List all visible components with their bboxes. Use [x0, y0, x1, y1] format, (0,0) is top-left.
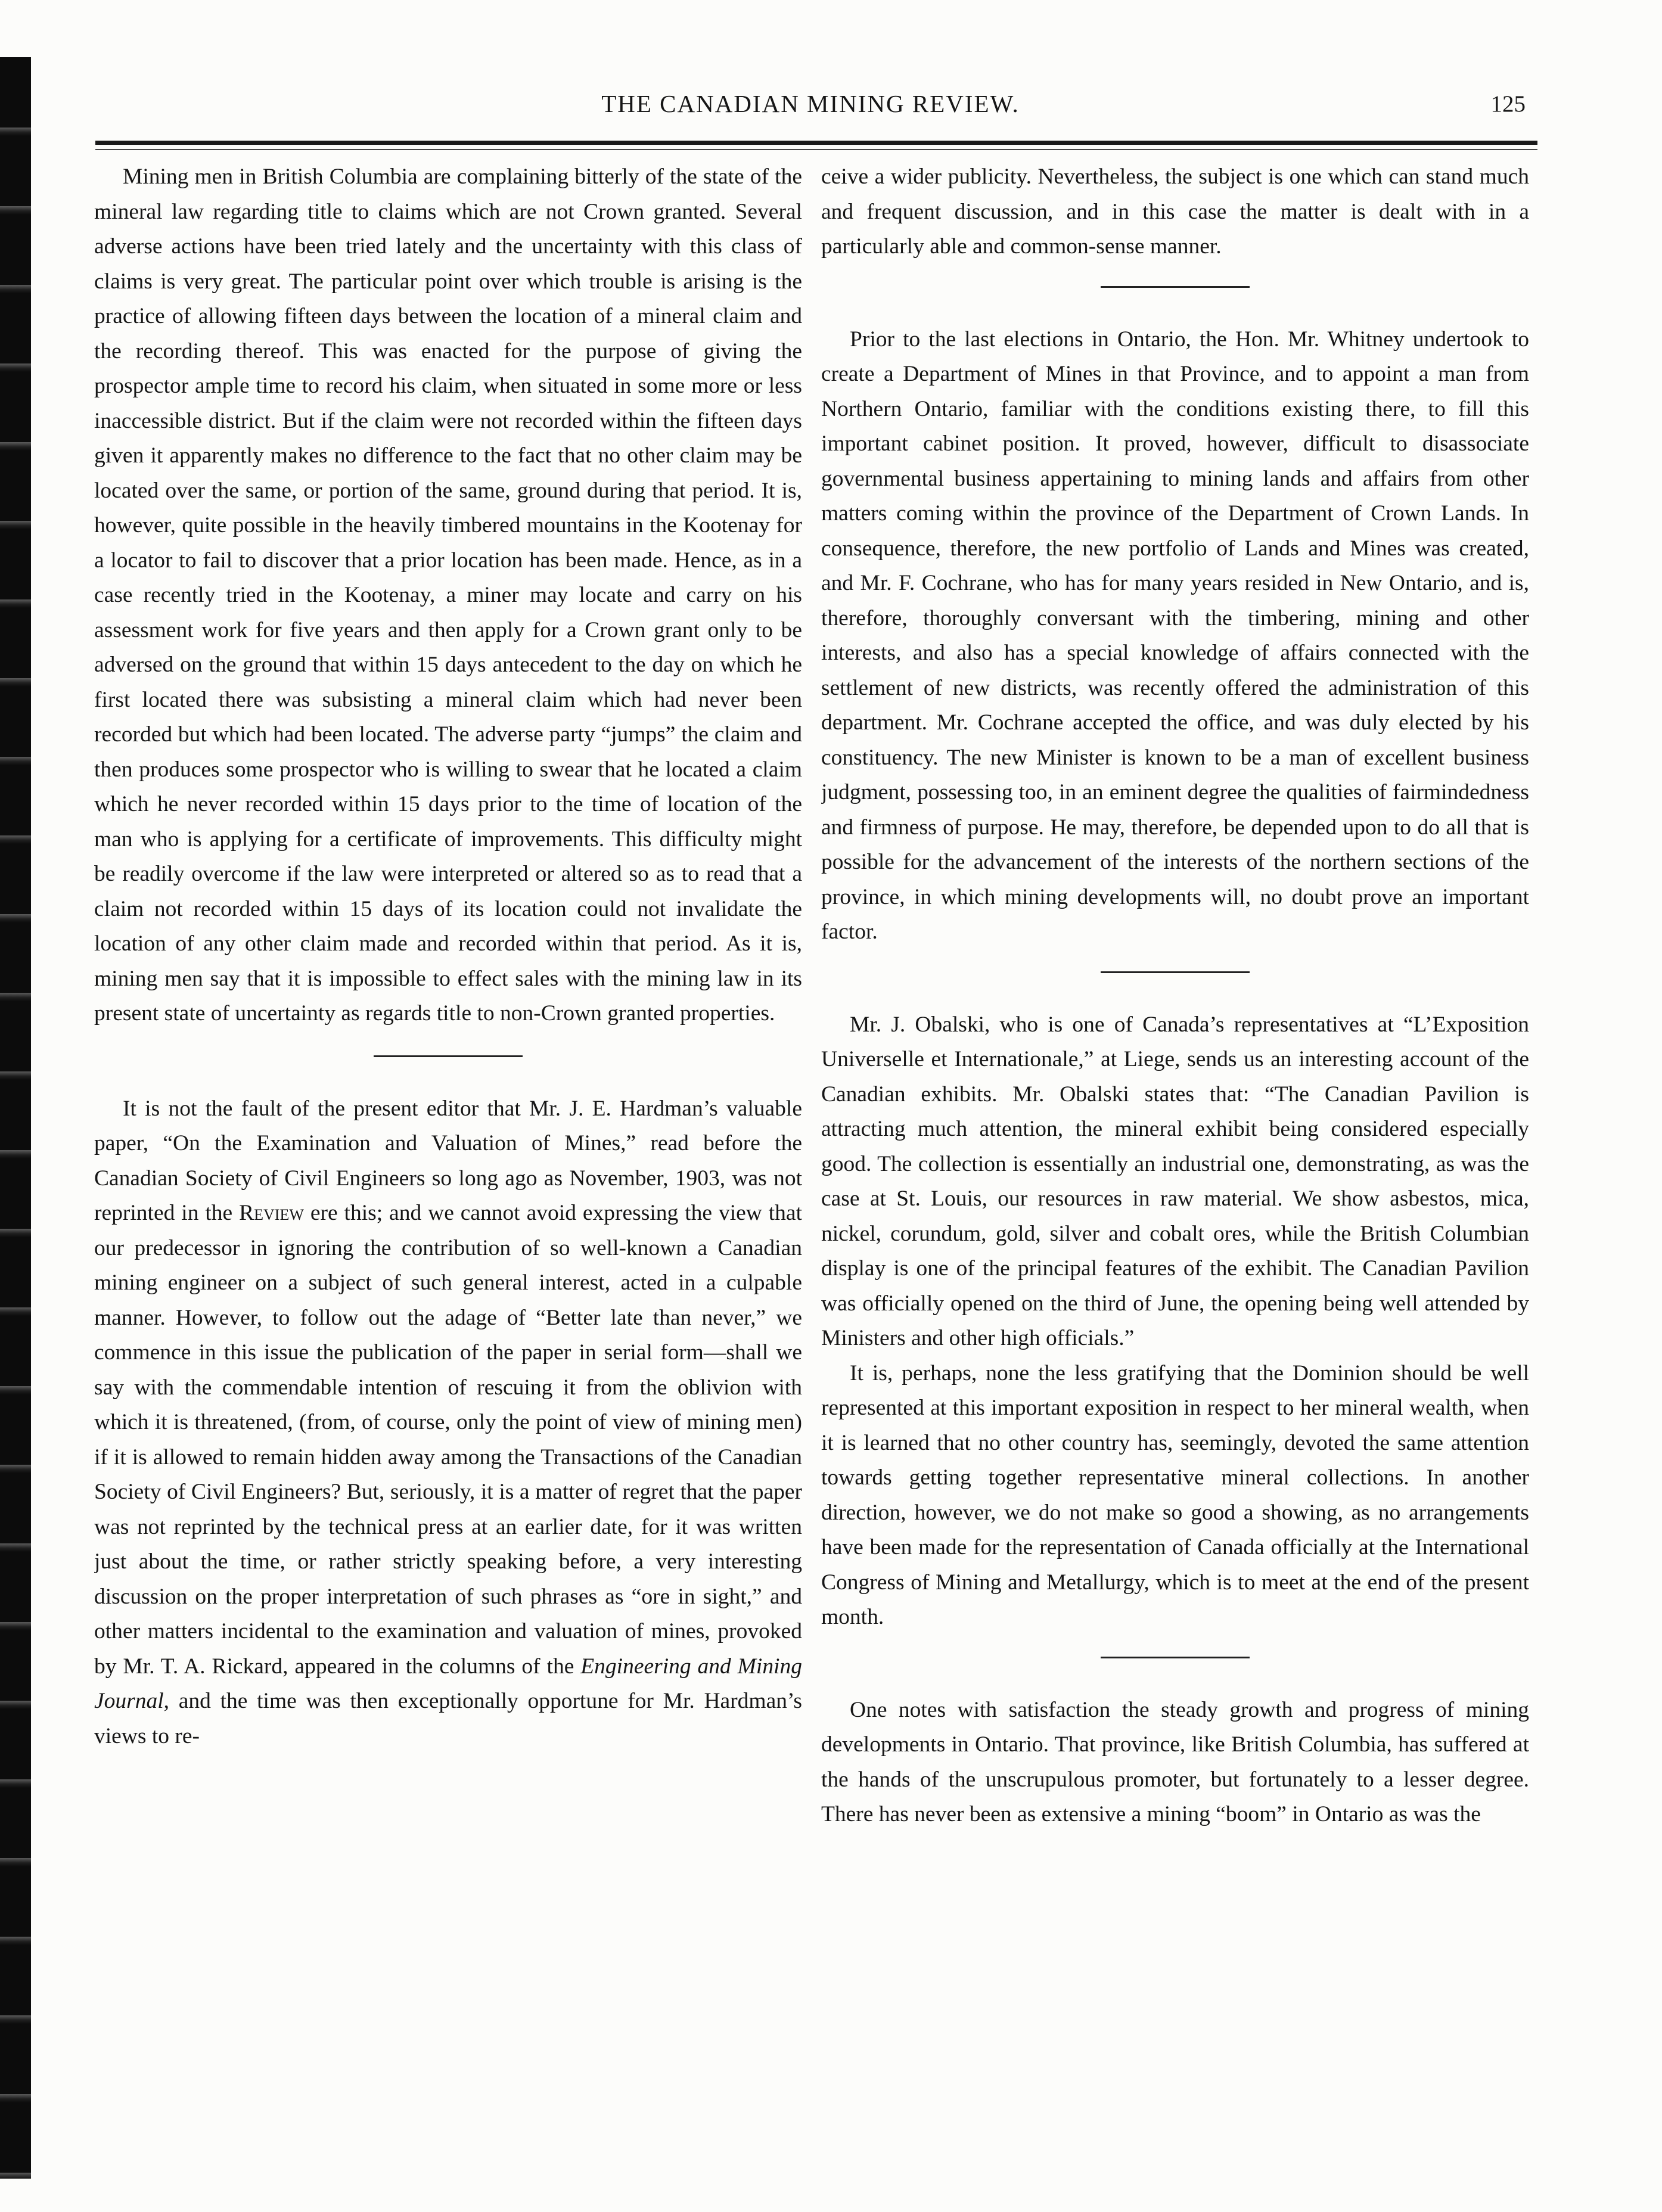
text-run: It is not the fault of the present editor that Mr. J. E. Hardman’s valuable paper, “On the Examination and Valuation of Mines,” read before the Canadian Society of Civil Engineers so long ago as November, 1903, was not reprinted in the [94, 1096, 802, 1225]
paragraph-ontario-mines-department: Prior to the last elections in Ontario, the Hon. Mr. Whitney undertook to create a Department of Mines in that Province, and to appoint a man from Northern Ontario, familiar with the conditions existing there, to fill this important cabinet position. It proved, however, difficult to disassociate governmental business appertaining to mining lands and affairs from other matters coming within the province of the Department of Crown Lands. In consequence, therefore, the new portfolio of Lands and Mines was created, and Mr. F. Cochrane, who has for many years resided in New Ontario, and is, therefore, thoroughly conversant with the timbering, mining and other interests, and also has a special knowledge of affairs connected with the settlement of new districts, was recently offered the administration of this department. Mr. Cochrane accepted the office, and was duly elected by his constituency. The new Minister is known to be a man of excellent business judgment, possessing too, in an eminent degree the qualities of fairmindedness and firmness of purpose. He may, therefore, be depended upon to do all that is possible for the advancement of the interests of the northern sections of the province, in which mining developments will, no doubt prove an important factor. [821, 327, 1529, 944]
page-header [95, 89, 1526, 137]
section-divider [374, 1055, 523, 1057]
header-rule-thin [95, 149, 1537, 150]
right-column [821, 160, 1529, 2186]
paragraph-hardman-paper [94, 1092, 802, 1754]
section-divider [1101, 1657, 1250, 1658]
paragraph-liege-exposition: Mr. J. Obalski, who is one of Canada’s representatives at “L’Exposition Universelle et Internationale,” at Liege, sends us an interesting account of the Canadian exhibits. Mr. Obalski states that: “The Canadian Pavilion is attracting much attention, the mineral exhibit being considered especially good. The collection is essentially an industrial one, demonstrating, as was the case at St. Louis, our resources in raw material. We show asbestos, mica, nickel, corundum, gold, silver and cobalt ores, while the British Columbian display is one of the principal features of the exhibit. The Canadian Pavilion was officially opened on the third of June, the opening being well attended by Ministers and other high officials.” [821, 1012, 1529, 1350]
review-smallcaps: Review [239, 1201, 304, 1225]
page-binding-edge [0, 57, 31, 2179]
section-divider [1101, 286, 1250, 288]
paragraph-continuation: ceive a wider publicity. Nevertheless, the subject is one which can stand much and frequent discussion, and in this case the matter is dealt with in a particularly able and common-sense manner. [821, 164, 1529, 259]
journal-title: Engineering and Mining Journal [94, 1654, 802, 1713]
text-run: ere this; and we cannot avoid expressing the view that our predecessor in ignoring the contribution of so well-known a Canadian mining engineer on a subject of such general interest, acted in a culpable manner. However, to follow out the adage of “Better late than never,” we commence in this issue the publication of the paper in serial form—shall we say with the commendable intention of rescuing it from the oblivion with which it is threatened, (from, of course, only the point of view of mining men) if it is allowed to remain hidden away among the Transactions of the Canadian Society of Civil Engineers? But, seriously, it is a matter of regret that the paper was not reprinted by the technical press at an earlier date, for it was written just about the time, or rather strictly speaking before, a very interesting discussion on the proper interpretation of such phrases as “ore in sight,” and other matters incidental to the examination and valuation of mines, provoked by Mr. T. A. Rickard, appeared in the columns of the [94, 1201, 802, 1679]
section-divider [1101, 971, 1250, 973]
header-rule [95, 141, 1537, 145]
left-column [94, 160, 802, 2186]
paragraph-ontario-growth: One notes with satisfaction the steady growth and progress of mining developments in Ontario. That province, like British Columbia, has suffered at the hands of the unscrupulous promoter, but fortunately to a lesser degree. There has never been as extensive a mining “boom” in Ontario as was the [821, 1697, 1529, 1826]
running-title: THE CANADIAN MINING REVIEW. [601, 90, 1020, 117]
page-number: 125 [1490, 91, 1526, 117]
paragraph-dominion-representation: It is, perhaps, none the less gratifying that the Dominion should be well represented at this important exposition in respect to her mineral wealth, when it is learned that no other country has, seemingly, devoted the same attention towards getting together representative mineral collections. In another direction, however, we do not make so good a showing, as no arrangements have been made for the representation of Canada officially at the International Congress of Mining and Metallurgy, which is to meet at the end of the present month. [821, 1360, 1529, 1629]
paragraph-mineral-law: Mining men in British Columbia are complaining bitterly of the state of the mineral law regarding title to claims which are not Crown granted. Several adverse actions have been tried lately and the uncertainty with this class of claims is very great. The particular point over which trouble is arising is the practice of allowing fifteen days between the location of a mineral claim and the recording thereof. This was enacted for the purpose of giving the prospector ample time to record his claim, when situated in some more or less inaccessible district. But if the claim were not recorded within the fifteen days given it apparently makes no difference to the fact that no other claim may be located over the same, or portion of the same, ground during that period. It is, however, quite possible in the heavily timbered mountains in the Kootenay for a locator to fail to discover that a prior location has been made. Hence, as in a case recently tried in the Kootenay, a miner may locate and carry on his assessment work for five years and then apply for a Crown grant only to be adversed on the ground that within 15 days antecedent to the day on which he first located there was subsisting a mineral claim which had never been recorded but which had been located. The adverse party “jumps” the claim and then produces some prospector who is willing to swear that he located a claim which he never recorded within 15 days prior to the time of location of the man who is applying for a certificate of improvements. This difficulty might be readily overcome if the law were interpreted or altered so as to read that a claim not recorded within 15 days of its location could not invalidate the location of any other claim made and recorded within that period. As it is, mining men say that it is impossible to effect sales with the mining law in its present state of uncertainty as regards title to non-Crown granted properties. [94, 164, 802, 1026]
text-run: , and the time was then exceptionally opportune for Mr. Hardman’s views to re- [94, 1689, 802, 1748]
